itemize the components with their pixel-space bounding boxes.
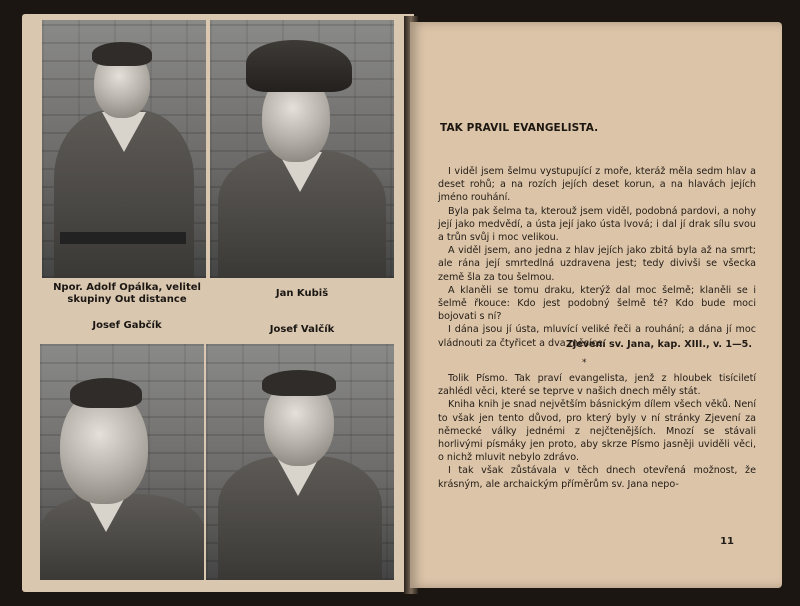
verse-paragraph: A viděl jsem, ano jedna z hlav jejích jako zbitá byla až na smrt; ale rána její smrtedlná uzdravena jest; tedy divivši se všecka země šla za tou šelmou. [438,245,756,283]
portrait-photo-opalka [42,20,206,278]
portrait-photo-gabcik [40,344,204,580]
caption-valcik: Josef Valčík [269,324,335,335]
caption-kubis: Jan Kubiš [275,288,329,299]
caption-line: Npor. Adolf Opálka, velitel [53,282,201,293]
left-page [22,14,414,592]
body-paragraph: Kniha knih je snad největším básnickým dílem všech věků. Není to však jen tento důvod, pro který byly v ní stránky Zjevení za německé války jednémi z nejčtenějších. Mnozí se stávali horlivými písmáky jen proto, aby skrze Písmo jasněji uviděli věci, o nichž mluvit nebylo zdrávo. [438,399,756,464]
caption-opalka [42,282,212,306]
verse-paragraph: I dána jsou jí ústa, mluvící veliké řeči a rouhání; a dána jí moc vládnouti za čtyřicet a dva měsíce. [438,324,756,349]
verse-paragraph: I viděl jsem šelmu vystupující z moře, kteráž měla sedm hlav a deset rohů; a na rozích jejích deset korun, a na hlavách jejích jméno rouhání. [438,166,756,204]
body-paragraph: I tak však zůstávala v těch dnech otevřená možnost, že krásným, ale archaickým příměrům sv. Jana nepo- [438,465,756,490]
right-page [410,22,782,588]
verse-paragraph: Byla pak šelma ta, kterouž jsem viděl, podobná pardovi, a nohy její jako medvědí, a ústa její jako ústa lvová; i dal jí drak sílu svou a trůn svůj i moc velikou. [438,205,756,244]
portrait-photo-valcik [206,344,394,580]
caption-gabcik: Josef Gabčík [92,320,162,331]
chapter-heading: TAK PRAVIL EVANGELISTA. [440,122,599,134]
scripture-quote [438,165,756,350]
scripture-citation: Zjevení sv. Jana, kap. XIII., v. 1—5. [566,339,752,350]
section-separator: * [582,358,587,368]
page-number: 11 [720,536,734,547]
caption-line: skupiny Out distance [67,294,187,305]
verse-paragraph: A klaněli se tomu draku, kterýž dal moc šelmě; klaněli se i šelmě řkouce: Kdo jest podobný šelmě té? Kdo bude moci bojovati s ní? [438,284,756,323]
portrait-photo-kubis [210,20,394,278]
body-text [438,372,756,491]
body-paragraph: Tolik Písmo. Tak praví evangelista, jenž z hloubek tisíciletí zahlédl věci, které se teprve v našich dnech měly stát. [438,373,756,398]
